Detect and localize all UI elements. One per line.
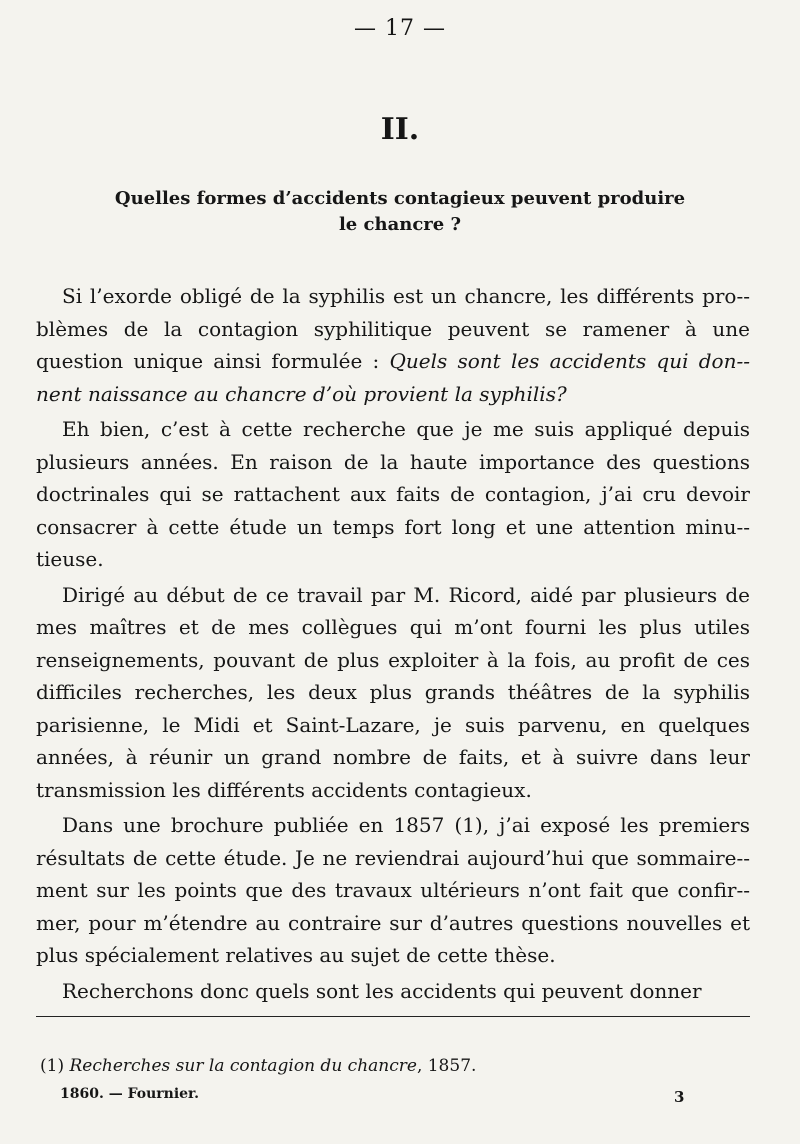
paragraph-1 (36, 280, 750, 410)
section-heading-line-1: Quelles formes d’accidents contagieux peuvent produire (114, 188, 686, 209)
signature-left: 1860. — Fournier. (60, 1086, 200, 1102)
page-number: — 17 — (354, 16, 446, 41)
body-text (36, 280, 750, 1010)
footnote-marker: (1) (40, 1056, 65, 1076)
paragraph-5: Recherchons donc quels sont les accidents qui peuvent donner (62, 978, 702, 1003)
footnote (40, 1056, 740, 1076)
paragraph-1-text: Si l’exorde obligé de la syphilis est un chancre, les différents pro-blèmes de la contagion syphilitique peuvent se ramener à une question unique ainsi formulée : (36, 284, 750, 373)
section-number: II. (380, 112, 420, 147)
paragraph-2: Eh bien, c’est à cette recherche que je me suis appliqué depuis plusieurs années. En raison de la haute importance des questions doctrinales qui se rattachent aux faits de contagion, j’ai cru devoir consacrer à cette étude un temps fort long et une attention minu-tieuse. (36, 417, 750, 571)
paragraph-1-question: Quels sont les accidents qui don-nent naissance au chancre d’où provient la syphilis? (36, 349, 750, 406)
paragraph-3: Dirigé au début de ce travail par M. Ricord, aidé par plusieurs de mes maîtres et de mes collègues qui m’ont fourni les plus utiles renseignements, pouvant de plus exploiter à la fois, au profit de ces difficiles recherches, les deux plus grands théâtres de la syphilis parisienne, le Midi et Saint-Lazare, je suis parvenu, en quelques années, à réunir un grand nombre de faits, et à suivre dans leur transmission les différents accidents contagieux. (36, 582, 750, 802)
section-heading-line-2: le chancre ? (338, 214, 462, 235)
paragraph-4: Dans une brochure publiée en 1857 (1), j’ai exposé les premiers résultats de cette étude. Je ne reviendrai aujourd’hui que sommaire-ment sur les points que des travaux ultérieurs n’ont fait que confir-mer, pour m’étendre au contraire sur d’autres questions nouvelles et plus spécialement relatives au sujet de cette thèse. (36, 813, 750, 967)
footnote-divider (36, 1016, 750, 1017)
footnote-rest: , 1857. (416, 1056, 477, 1076)
section-heading (40, 186, 760, 238)
footnote-title: Recherches sur la contagion du chancre (69, 1056, 417, 1076)
signature-number: 3 (674, 1088, 685, 1106)
